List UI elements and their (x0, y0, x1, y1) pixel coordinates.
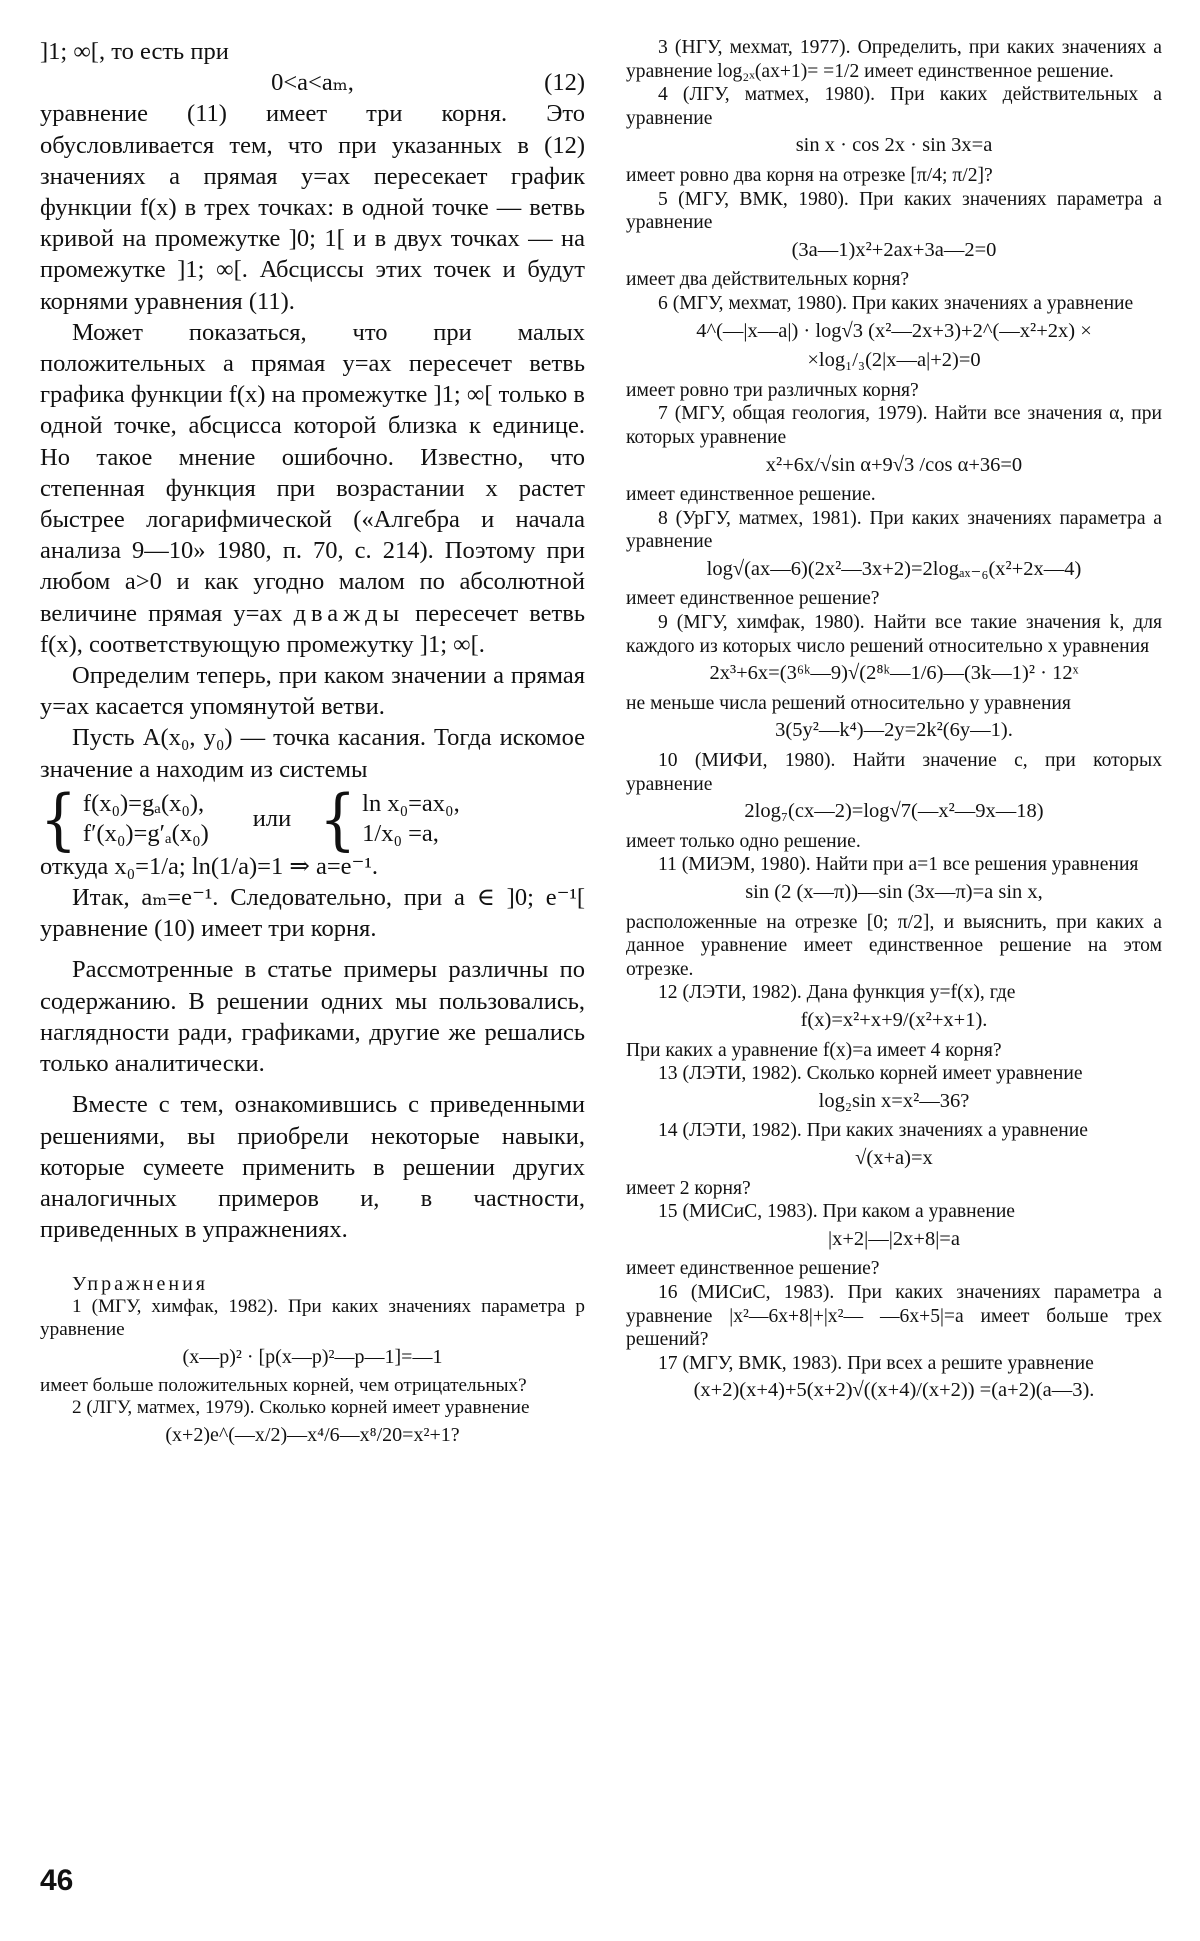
exercise-13-formula: log₂sin x=x²—36? (818, 1089, 970, 1112)
exercise-5: 5 (МГУ, ВМК, 1980). При каких значениях параметра a уравнение (626, 188, 1162, 234)
exercise-10-end: имеет только одно решение. (626, 830, 861, 852)
right-column (626, 36, 1162, 1409)
page-number: 46 (40, 1864, 74, 1897)
exercise-12-end: При каких a уравнение f(x)=a имеет 4 корня? (626, 1039, 1002, 1061)
exercise-4-formula: sin x · cos 2x · sin 3x=a (795, 134, 993, 157)
equation-system (40, 779, 585, 858)
paragraph: Пусть A(x₀, y₀) — точка касания. Тогда искомое значение a находим из системы (40, 724, 585, 783)
exercise-2-formula: (x+2)e^(—x/2)—x⁴/6—x⁸/20=x²+1? (165, 1424, 460, 1447)
paragraph: Итак, aₘ=e⁻¹. Следовательно, при a ∈ ]0; e⁻¹[ уравнение (10) имеет три корня. (40, 884, 585, 943)
exercise-5-formula: (3a—1)x²+2ax+3a—2=0 (791, 238, 997, 261)
spaced-emphasis: дважды (293, 599, 405, 627)
exercise-11-formula: sin (2 (x—π))—sin (3x—π)=a sin x, (745, 881, 1043, 903)
exercise-14-formula: √(x+a)=x (855, 1146, 933, 1169)
exercise-6-formula-2: ×log₁/₃(2|x—a|+2)=0 (807, 349, 981, 372)
exercise-12: 12 (ЛЭТИ, 1982). Дана функция y=f(x), где (658, 982, 1016, 1004)
exercise-6-end: имеет ровно три различных корня? (626, 379, 919, 401)
exercises-heading: Упражнения (72, 1273, 208, 1296)
paragraph: Вместе с тем, ознакомившись с приведенными решениями, вы приобрели некоторые навыки, которые сумеете применить в решении других аналогичных примеров и, в частности, приведенных в упражнениях. (40, 1091, 585, 1244)
system-line: ln x₀=ax₀, (362, 789, 460, 817)
exercises-left (40, 1273, 585, 1447)
exercise-1: 1 (МГУ, химфак, 1982). При каких значениях параметра p уравнение (40, 1296, 585, 1340)
left-brace: { (40, 779, 77, 858)
exercise-17-formula: (x+2)(x+4)+5(x+2)√((x+4)/(x+2)) =(a+2)(a—3). (693, 1379, 1095, 1402)
equation-12-body: 0<a<aₘ, (271, 69, 354, 97)
system-line: 1/x₀ =a, (362, 819, 439, 847)
paragraph: Определим теперь, при каком значении a прямая y=ax касается упомянутой ветви. (40, 662, 585, 721)
exercise-8-formula: log√(ax—6)(2x²—3x+2)=2logₐₓ₋₆(x²+2x—4) (706, 557, 1082, 580)
exercise-4: 4 (ЛГУ, матмех, 1980). При каких действительных a уравнение (626, 84, 1162, 129)
exercise-7-end: имеет единственное решение. (626, 484, 876, 506)
exercise-10-formula: 2log₇(cx—2)=log√7(—x²—9x—18) (744, 800, 1044, 823)
exercise-8: 8 (УрГУ, матмех, 1981). При каких значениях параметра a уравнение (626, 507, 1162, 553)
exercise-13: 13 (ЛЭТИ, 1982). Сколько корней имеет уравнение (658, 1063, 1083, 1085)
paragraph: Рассмотренные в статье примеры различны по содержанию. В решении одних мы пользовались, наглядности ради, графиками, другие же решались только аналитически. (40, 956, 585, 1078)
exercise-9: 9 (МГУ, химфак, 1980). Найти все такие значения k, для каждого из которых число решений относительно x уравнения (626, 612, 1162, 657)
paragraph: откуда x₀=1/a; ln(1/a)=1 ⇒ a=e⁻¹. (40, 852, 378, 880)
exercise-1-formula: (x—p)² · [p(x—p)²—p—1]=—1 (182, 1345, 443, 1368)
system-right (362, 789, 460, 849)
equation-number: (12) (544, 69, 585, 97)
equation-12 (40, 67, 585, 98)
exercise-7-formula: x²+6x/√sin α+9√3 /cos α+36=0 (765, 453, 1023, 476)
exercise-14-end: имеет 2 корня? (626, 1177, 751, 1199)
paragraph: уравнение (11) имеет три корня. Это обусловливается тем, что при указанных в (12) значениях a прямая y=ax пересекает график функции f(x) в трех точках: в одной точке — ветвь кривой на промежутке ]0; 1[ и в двух точках — на промежутке ]1; ∞[. Абсциссы этих точек и будут корнями уравнения (11). (40, 100, 585, 315)
exercise-12-formula: f(x)=x²+x+9/(x²+x+1). (800, 1008, 988, 1031)
exercise-1-end: имеет больше положительных корней, чем отрицательных? (40, 1374, 527, 1396)
system-line: f(x₀)=gₐ(x₀), (82, 789, 205, 817)
exercise-5-end: имеет два действительных корня? (626, 269, 910, 291)
exercise-2: 2 (ЛГУ, матмех, 1979). Сколько корней имеет уравнение (72, 1397, 530, 1419)
exercise-10: 10 (МИФИ, 1980). Найти значение c, при которых уравнение (626, 750, 1162, 795)
exercise-6: 6 (МГУ, мехмат, 1980). При каких значениях a уравнение (658, 292, 1134, 314)
exercise-9-formula-2: 3(5y²—k⁴)—2y=2k²(6y—1). (775, 719, 1013, 742)
paragraph-text: пересечет ветвь f(x), соответствующую промежутку ]1; ∞[. (40, 599, 586, 658)
exercise-15-end: имеет единственное решение? (626, 1258, 880, 1280)
exercise-6-formula-1: 4^(—|x—a|) · log√3 (x²—2x+3)+2^(—x²+2x) × (696, 319, 1092, 342)
left-column (40, 36, 585, 1453)
exercise-11-end: расположенные на отрезке [0; π/2], и выяснить, при каких a данное уравнение имеет единственное решение на этом отрезке. (626, 911, 1162, 980)
exercise-9-middle: не меньше числа решений относительно y уравнения (626, 692, 1071, 714)
system-left (83, 789, 209, 849)
exercise-15-formula: |x+2|—|2x+8|=a (828, 1227, 960, 1250)
exercise-7: 7 (МГУ, общая геология, 1979). Найти все значения α, при которых уравнение (626, 403, 1162, 448)
paragraph: ]1; ∞[, то есть при (40, 38, 229, 65)
or-label: или (252, 805, 292, 833)
exercise-16: 16 (МИСиС, 1983). При каких значениях параметра a уравнение |x²—6x+8|+|x²— —6x+5|=a имеет больше трех решений? (626, 1281, 1162, 1351)
exercise-15: 15 (МИСиС, 1983). При каком a уравнение (658, 1201, 1016, 1223)
exercise-9-formula: 2x³+6x=(3⁶ᵏ—9)√(2⁸ᵏ—1/6)—(3k—1)² · 12ˣ (709, 662, 1079, 685)
paragraph-text: Может показаться, что при малых положительных a прямая y=ax пересечет ветвь графика функции f(x) на промежутке ]1; ∞[ только в одной точке, абсцисса которой близка к единице. Но такое мнение ошибочно. Известно, что степенная функция при возрастании x растет быстрее логарифмической («Алгебра и начала анализа 9—10» 1980, п. 70, с. 214). Поэтому при любом a>0 и как угодно малом по абсолютной величине прямая y=ax (40, 318, 585, 627)
exercise-17: 17 (МГУ, ВМК, 1983). При всех a решите уравнение (658, 1352, 1094, 1374)
right-brace: { (319, 779, 357, 858)
paragraph (40, 317, 585, 660)
exercise-11: 11 (МИЭМ, 1980). Найти при a=1 все решения уравнения (658, 854, 1139, 876)
exercise-4-end: имеет ровно два корня на отрезке [π/4; π/2]? (626, 164, 993, 186)
system-line: f′(x₀)=g′ₐ(x₀) (82, 819, 209, 847)
exercise-8-end: имеет единственное решение? (626, 588, 880, 610)
exercise-14: 14 (ЛЭТИ, 1982). При каких значениях a уравнение (658, 1120, 1088, 1142)
exercise-3: 3 (НГУ, мехмат, 1977). Определить, при каких значениях a уравнение log₂ₓ(ax+1)= =1/2 имеет единственное решение. (626, 37, 1162, 82)
